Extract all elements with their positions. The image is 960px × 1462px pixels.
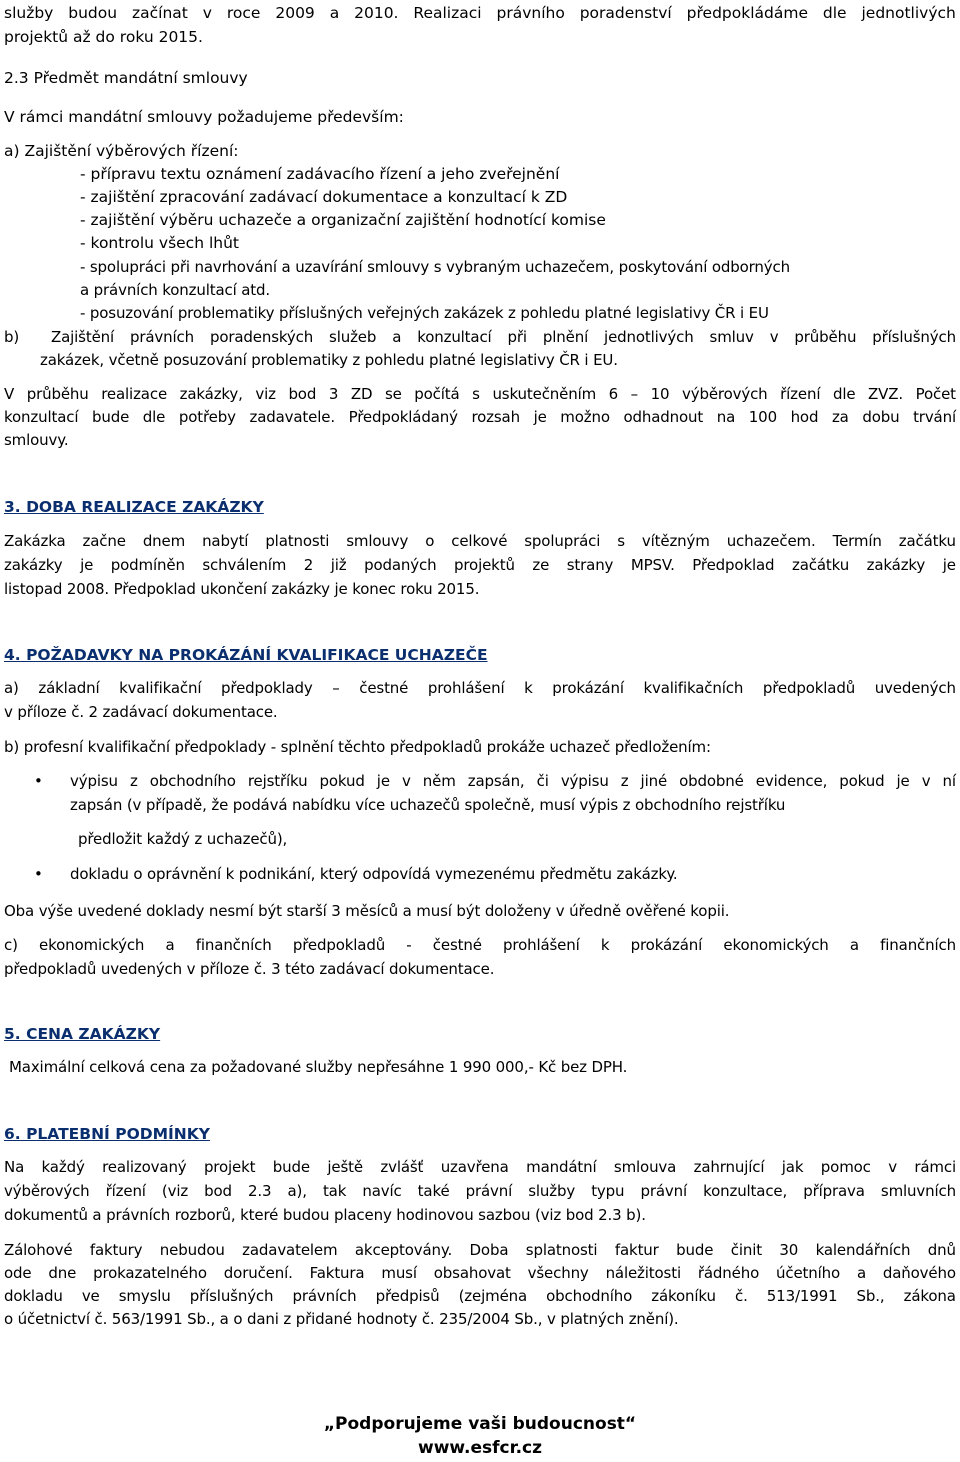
word: rejstříku bbox=[247, 772, 308, 790]
word: je bbox=[376, 772, 390, 790]
word: kalendářních bbox=[815, 1241, 911, 1259]
list-item: předložit každý z uchazečů), bbox=[78, 830, 288, 848]
word: právních bbox=[130, 328, 194, 346]
word: čestné bbox=[432, 936, 482, 954]
section-2-3-lead: V rámci mandátní smlouvy požadujeme především: bbox=[4, 108, 404, 126]
word: je bbox=[533, 408, 547, 426]
word: potřeby bbox=[178, 408, 236, 426]
word: – bbox=[630, 385, 639, 403]
word: výběrových bbox=[4, 1182, 90, 1200]
word: bod bbox=[288, 385, 317, 403]
word: zakázky, bbox=[179, 385, 243, 403]
word: obsahovat bbox=[433, 1264, 511, 1282]
word: (viz bbox=[161, 1182, 189, 1200]
word: smluvních bbox=[880, 1182, 956, 1200]
item-a-label: a) Zajištění výběrových řízení: bbox=[4, 142, 239, 160]
word: faktury bbox=[89, 1241, 143, 1259]
word: Zálohové bbox=[4, 1241, 73, 1259]
word: navíc bbox=[362, 1182, 402, 1200]
word: příslušných bbox=[189, 1287, 274, 1305]
word: řízení bbox=[780, 385, 821, 403]
paragraph-line bbox=[4, 555, 956, 575]
word: roce bbox=[226, 4, 261, 22]
list-item: - zajištění zpracování zadávací dokumentace a konzultací k ZD bbox=[80, 188, 568, 206]
word: schválením bbox=[202, 556, 287, 574]
paragraph-line: dokumentů a právních rozborů, které budou placeny hodinovou sazbou (viz bod 2.3 b). bbox=[4, 1206, 646, 1224]
word: projekt bbox=[203, 1158, 256, 1176]
word: příprava bbox=[803, 1182, 865, 1200]
word: Předpoklad bbox=[692, 556, 775, 574]
word: účetního bbox=[776, 1264, 841, 1282]
word: smlouva bbox=[613, 1158, 677, 1176]
word: pomoc bbox=[820, 1158, 871, 1176]
paragraph-line bbox=[4, 1263, 956, 1283]
paragraph-line: Maximální celková cena za požadované služby nepřesáhne 1 990 000,- Kč bez DPH. bbox=[9, 1058, 628, 1076]
section-4-heading: 4. POŽADAVKY NA PROKÁZÁNÍ KVALIFIKACE UCHAZEČE bbox=[4, 646, 488, 664]
word: 10 bbox=[650, 385, 670, 403]
word: Sb., bbox=[856, 1287, 885, 1305]
word: - bbox=[406, 936, 412, 954]
word: zvlášť bbox=[380, 1158, 424, 1176]
word: jiné bbox=[640, 772, 668, 790]
word: finančních bbox=[880, 936, 956, 954]
word: řízení bbox=[105, 1182, 146, 1200]
word: Na bbox=[4, 1158, 25, 1176]
list-item: - kontrolu všech lhůt bbox=[80, 234, 239, 252]
word: uskutečněním bbox=[492, 385, 597, 403]
word: zahrnující bbox=[693, 1158, 765, 1176]
word: (zejména bbox=[458, 1287, 528, 1305]
word: dle bbox=[822, 4, 847, 22]
word: právní bbox=[640, 1182, 687, 1200]
word: k bbox=[524, 679, 533, 697]
word: hod bbox=[790, 408, 819, 426]
word: MPSV. bbox=[630, 556, 675, 574]
paragraph-line: Oba výše uvedené doklady nesmí být starší 3 měsíců a musí být doloženy v úředně ověřené kopii. bbox=[4, 902, 730, 920]
word: pokud bbox=[319, 772, 365, 790]
list-item bbox=[70, 771, 956, 791]
word: ode bbox=[4, 1264, 32, 1282]
word: Počet bbox=[915, 385, 956, 403]
intro-line-2: projektů až do roku 2015. bbox=[4, 28, 203, 46]
word: spolupráci bbox=[524, 532, 601, 550]
word: každý bbox=[41, 1158, 85, 1176]
word: 2010. bbox=[354, 4, 399, 22]
word: v bbox=[202, 4, 212, 22]
word: typu bbox=[591, 1182, 625, 1200]
word: dne bbox=[48, 1264, 77, 1282]
paragraph-line: předpokladů uvedených v příloze č. 3 této zadávací dokumentace. bbox=[4, 960, 495, 978]
word: podaných bbox=[364, 556, 437, 574]
word: zakázky bbox=[4, 556, 63, 574]
word: k bbox=[600, 936, 610, 954]
word: za bbox=[831, 408, 849, 426]
word: ZVZ. bbox=[868, 385, 903, 403]
word: dle bbox=[142, 408, 166, 426]
list-item: - spolupráci při navrhování a uzavírání smlouvy s vybraným uchazečem, poskytování odborných bbox=[80, 258, 790, 276]
word: 2 bbox=[303, 556, 314, 574]
word: příslušných bbox=[872, 328, 956, 346]
word: jednotlivých bbox=[861, 4, 956, 22]
word: strany bbox=[566, 556, 614, 574]
word: základní bbox=[38, 679, 100, 697]
paragraph-line: smlouvy. bbox=[4, 431, 69, 449]
word: obchodního bbox=[149, 772, 236, 790]
word: bod bbox=[204, 1182, 232, 1200]
word: b) bbox=[4, 328, 20, 346]
word: 513/1991 bbox=[766, 1287, 838, 1305]
paragraph-line bbox=[4, 407, 956, 427]
word: začátku bbox=[791, 556, 850, 574]
word: bude bbox=[676, 1241, 714, 1259]
word: Zakázka bbox=[4, 532, 66, 550]
item-b-line-2: zakázek, včetně posuzování problematiky z pohledu platné legislativy ČR i EU. bbox=[40, 351, 618, 369]
word: služby bbox=[528, 1182, 576, 1200]
word: právní bbox=[465, 1182, 513, 1200]
word: činit bbox=[730, 1241, 762, 1259]
word: právních bbox=[292, 1287, 357, 1305]
word: ekonomických bbox=[723, 936, 829, 954]
word: jednotlivých bbox=[604, 328, 694, 346]
word: rámci bbox=[914, 1158, 956, 1176]
word: poradenských bbox=[209, 328, 314, 346]
bullet-icon: • bbox=[34, 772, 43, 790]
word: a), bbox=[287, 1182, 307, 1200]
word: či bbox=[536, 772, 549, 790]
word: prokázání bbox=[552, 679, 624, 697]
word: s bbox=[472, 385, 480, 403]
word: prohlášení bbox=[503, 936, 580, 954]
word: je bbox=[80, 556, 94, 574]
word: předpokladů bbox=[762, 679, 856, 697]
word: 30 bbox=[779, 1241, 799, 1259]
paragraph-line: o účetnictví č. 563/1991 Sb., a o dani z přidané hodnoty č. 235/2004 Sb., v platných znění). bbox=[4, 1310, 679, 1328]
word: předpisů bbox=[375, 1287, 440, 1305]
word: a bbox=[849, 936, 859, 954]
word: daňového bbox=[882, 1264, 956, 1282]
word: splatnosti bbox=[525, 1241, 598, 1259]
word: – bbox=[332, 679, 340, 697]
paragraph-line: v příloze č. 2 zadávací dokumentace. bbox=[4, 703, 278, 721]
word: viz bbox=[255, 385, 276, 403]
word: kvalifikační bbox=[119, 679, 202, 697]
word: začátku bbox=[898, 532, 956, 550]
word: konzultací bbox=[417, 328, 492, 346]
word: předpokladů bbox=[292, 936, 386, 954]
word: možno bbox=[560, 408, 610, 426]
word: trvání bbox=[913, 408, 956, 426]
word: obdobné bbox=[679, 772, 744, 790]
section-3-heading: 3. DOBA REALIZACE ZAKÁZKY bbox=[4, 498, 264, 516]
footer-url: www.esfcr.cz bbox=[418, 1438, 542, 1458]
word: V bbox=[4, 385, 15, 403]
word: obchodního bbox=[546, 1287, 633, 1305]
word: tak bbox=[322, 1182, 347, 1200]
word: realizace bbox=[101, 385, 168, 403]
word: a bbox=[329, 4, 340, 22]
word: na bbox=[716, 408, 736, 426]
word: jak bbox=[781, 1158, 804, 1176]
word: musí bbox=[381, 1264, 417, 1282]
word: finančních bbox=[195, 936, 272, 954]
paragraph-line bbox=[4, 935, 956, 955]
word: je bbox=[942, 556, 956, 574]
word: ekonomických bbox=[39, 936, 145, 954]
word: něm bbox=[422, 772, 456, 790]
word: plnění bbox=[542, 328, 589, 346]
word: ní bbox=[942, 772, 956, 790]
word: smluv bbox=[709, 328, 754, 346]
word: rozsah bbox=[471, 408, 520, 426]
word: průběhu bbox=[26, 385, 89, 403]
word: 100 bbox=[748, 408, 777, 426]
word: již bbox=[330, 556, 347, 574]
word: dnů bbox=[927, 1241, 956, 1259]
word: řádného bbox=[697, 1264, 760, 1282]
list-item: - zajištění výběru uchazeče a organizační zajištění hodnotící komise bbox=[80, 211, 606, 229]
word: při bbox=[507, 328, 527, 346]
word: začne bbox=[82, 532, 126, 550]
word: bude bbox=[91, 408, 130, 426]
word: smyslu bbox=[118, 1287, 171, 1305]
word: platnosti bbox=[265, 532, 330, 550]
word: prokázání bbox=[630, 936, 703, 954]
word: 6 bbox=[608, 385, 619, 403]
word: ve bbox=[81, 1287, 100, 1305]
word: zapsán, bbox=[467, 772, 525, 790]
word: služby bbox=[4, 4, 54, 22]
word: Termín bbox=[832, 532, 882, 550]
word: evidence, bbox=[755, 772, 828, 790]
word: ze bbox=[532, 556, 550, 574]
paragraph-line: listopad 2008. Předpoklad ukončení zakázky je konec roku 2015. bbox=[4, 580, 480, 598]
word: Realizaci bbox=[413, 4, 482, 22]
word: Doba bbox=[469, 1241, 509, 1259]
footer-slogan: „Podporujeme vaši budoucnost“ bbox=[323, 1414, 637, 1434]
word: kvalifikačních bbox=[643, 679, 744, 697]
word: prokazatelného bbox=[93, 1264, 207, 1282]
word: a) bbox=[4, 679, 19, 697]
word: s bbox=[617, 532, 625, 550]
word: právního bbox=[496, 4, 565, 22]
word: poradenství bbox=[579, 4, 672, 22]
word: výpisu bbox=[70, 772, 118, 790]
word: v bbox=[888, 1158, 897, 1176]
word: c) bbox=[4, 936, 18, 954]
word: počítá bbox=[414, 385, 460, 403]
word: podmíněn bbox=[110, 556, 185, 574]
word: je bbox=[896, 772, 910, 790]
word: a bbox=[165, 936, 175, 954]
word: dokladu bbox=[4, 1287, 63, 1305]
word: uvedených bbox=[874, 679, 956, 697]
paragraph-line bbox=[4, 678, 956, 698]
word: zákona bbox=[903, 1287, 956, 1305]
paragraph-line bbox=[4, 384, 956, 404]
word: mandátní bbox=[526, 1158, 597, 1176]
word: v bbox=[401, 772, 411, 790]
word: odhadnout bbox=[623, 408, 704, 426]
word: Faktura bbox=[309, 1264, 365, 1282]
word: 3 bbox=[328, 385, 339, 403]
word: průběhu bbox=[794, 328, 857, 346]
list-item: dokladu o oprávnění k podnikání, který odpovídá vymezenému předmětu zakázky. bbox=[70, 865, 678, 883]
word: nebudou bbox=[159, 1241, 225, 1259]
list-item: a právních konzultací atd. bbox=[80, 281, 271, 299]
paragraph-line bbox=[4, 1157, 956, 1177]
word: předpokládáme bbox=[686, 4, 808, 22]
word: č. bbox=[734, 1287, 748, 1305]
word: zadavatelem bbox=[242, 1241, 338, 1259]
word: uchazečem. bbox=[726, 532, 816, 550]
bullet-icon: • bbox=[34, 865, 43, 883]
word: Předpokládaný bbox=[348, 408, 458, 426]
word: faktur bbox=[614, 1241, 659, 1259]
section-5-heading: 5. CENA ZAKÁZKY bbox=[4, 1025, 161, 1043]
list-item: - posuzování problematiky příslušných veřejných zakázek z pohledu platné legislativy ČR i EU bbox=[80, 304, 769, 322]
section-2-3-heading: 2.3 Předmět mandátní smlouvy bbox=[4, 69, 248, 87]
word: z bbox=[620, 772, 629, 790]
word: zadavatele. bbox=[249, 408, 335, 426]
paragraph-line bbox=[4, 531, 956, 551]
word: realizovaný bbox=[102, 1158, 187, 1176]
paragraph-line bbox=[4, 1181, 956, 1201]
section-6-heading: 6. PLATEBNÍ PODMÍNKY bbox=[4, 1125, 211, 1143]
word: uzavřena bbox=[440, 1158, 509, 1176]
word: smlouvy bbox=[346, 532, 409, 550]
word: nabytí bbox=[202, 532, 249, 550]
list-item: zapsán (v případě, že podává nabídku více uchazečů společně, musí výpis z obchodního rejstříku bbox=[70, 796, 786, 814]
word: začínat bbox=[131, 4, 188, 22]
word: o bbox=[425, 532, 435, 550]
list-item: - přípravu textu oznámení zadávacího řízení a jeho zveřejnění bbox=[80, 165, 560, 183]
word: akceptovány. bbox=[354, 1241, 453, 1259]
word: se bbox=[384, 385, 402, 403]
word: bude bbox=[272, 1158, 310, 1176]
word: v bbox=[921, 772, 931, 790]
word: všechny bbox=[527, 1264, 589, 1282]
word: doručení. bbox=[223, 1264, 293, 1282]
word: konzultace, bbox=[703, 1182, 788, 1200]
word: výpisu bbox=[560, 772, 609, 790]
word: z bbox=[129, 772, 138, 790]
word: dnem bbox=[142, 532, 186, 550]
word: dobu bbox=[862, 408, 900, 426]
word: 2.3 bbox=[248, 1182, 272, 1200]
word: náležitosti bbox=[605, 1264, 681, 1282]
word: prohlášení bbox=[427, 679, 505, 697]
word: Zajištění bbox=[50, 328, 115, 346]
word: v bbox=[769, 328, 779, 346]
word: pokud bbox=[839, 772, 885, 790]
word: výběrových bbox=[682, 385, 768, 403]
word: ZD bbox=[350, 385, 373, 403]
word: vítězným bbox=[641, 532, 710, 550]
word: a bbox=[856, 1264, 866, 1282]
word: 2009 bbox=[275, 4, 315, 22]
paragraph-line: b) profesní kvalifikační předpoklady - splnění těchto předpokladů prokáže uchazeč předložením: bbox=[4, 738, 711, 756]
word: předpoklady bbox=[221, 679, 313, 697]
word: celkové bbox=[451, 532, 508, 550]
paragraph-line bbox=[4, 1286, 956, 1306]
word: zákoníku bbox=[651, 1287, 716, 1305]
word: konzultací bbox=[4, 408, 79, 426]
word: dle bbox=[832, 385, 856, 403]
word: čestné bbox=[359, 679, 409, 697]
word: služeb bbox=[329, 328, 377, 346]
paragraph-line bbox=[4, 1240, 956, 1260]
word: také bbox=[417, 1182, 450, 1200]
word: ještě bbox=[327, 1158, 363, 1176]
word: budou bbox=[68, 4, 118, 22]
item-b-line-1 bbox=[4, 327, 956, 347]
intro-line-1 bbox=[4, 3, 956, 23]
word: projektů bbox=[454, 556, 515, 574]
word: a bbox=[392, 328, 402, 346]
word: zakázky bbox=[866, 556, 926, 574]
